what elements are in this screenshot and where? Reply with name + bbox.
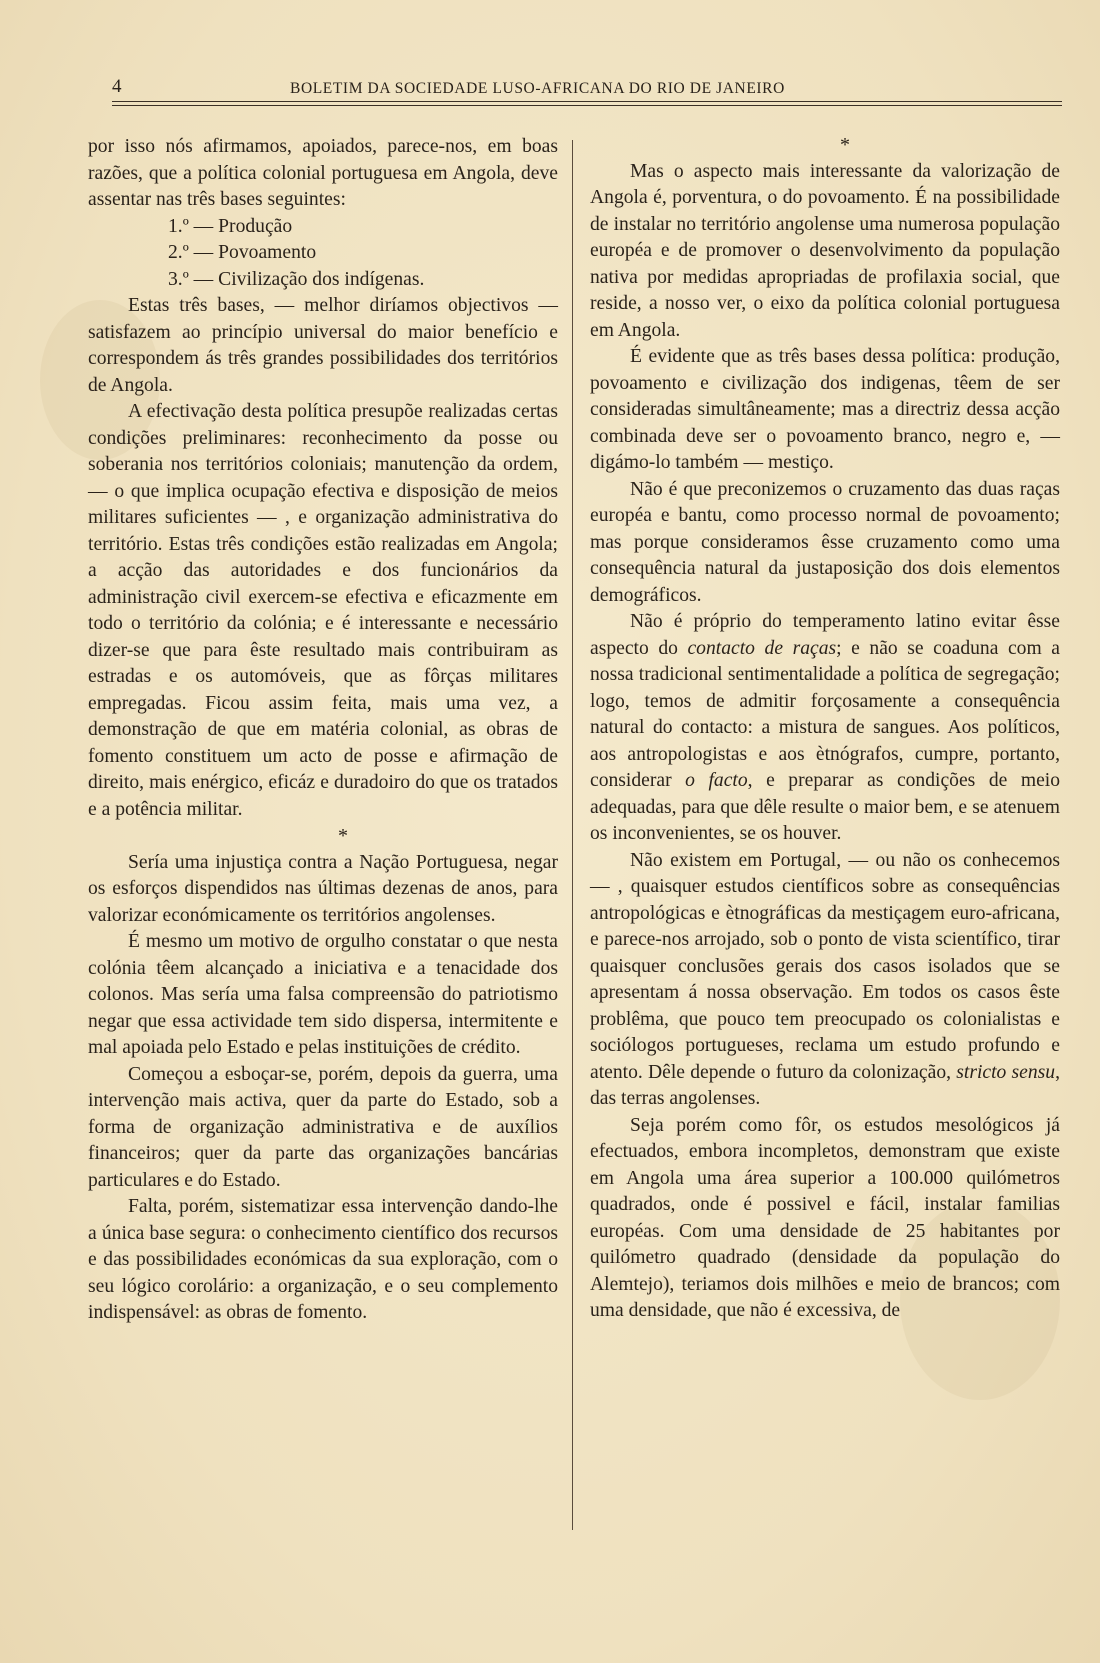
text-run: , das terras angolenses. [590,1061,1060,1109]
text-run: Não existem em Portugal, — ou não os conhecemos — , quaisquer estudos científicos sobre as consequências antropológicas e ètnográficas da mestiçagem euro-africana, e parece-nos arrojado, sob o ponto de vista scientífico, tirar quaisquer conclusões gerais dos casos isolados que se apresentam á nossa observação. Em todos os casos êste problêma, que pouco tem preocupado os colonialistas e sociólogos portugueses, reclama um estudo profundo e atento. Dêle depende o futuro da colonização, [590,849,1060,1083]
paragraph: Falta, porém, sistematizar essa intervenção dando-lhe a única base segura: o conhecimento científico dos recursos e das possibilidades económicas da sua exploração, com o seu lógico corolário: a organização, e o seu complemento indispensável: as obras de fomento. [88,1196,558,1323]
text-run: ; e não se coaduna com a nossa tradicional sentimentalidade a política de segregação; logo, temos de admitir forçosamente a consequência natural do contacto: a mistura de sangues. Aos políticos, aos antropologistas e aos ètnógrafos, cumpre, portanto, considerar [590,637,1060,791]
header-rule [112,105,1062,106]
paragraph [590,609,1060,848]
paragraph: Estas três bases, — melhor diríamos objectivos — satisfazem ao princípio universal do maior benefício e correspondem ás três grandes possibilidades dos territórios de Angola. [88,295,558,396]
italic-phrase: contacto de raças [687,637,837,659]
paragraph: Não é que preconizemos o cruzamento das duas raças européa e bantu, como processo normal de povoamento; mas porque consideramos êsse cruzamento como uma consequência natural da justaposição dos dois elementos demográficos. [590,478,1060,606]
paragraph: Mas o aspecto mais interessante da valorização de Angola é, porventura, o do povoamento. É na possibilidade de instalar no território angolense uma numerosa população européa e de promover o desenvolvimento da população nativa por medidas apropriadas de profilaxia social, que reside, a nosso ver, o eixo da política colonial portuguesa em Angola. [590,160,1060,341]
paragraph: A efectivação desta política presupõe realizadas certas condições preliminares: reconhecimento da posse ou soberania nos territórios coloniais; manutenção da ordem, — o que implica ocupação efectiva e disposição de meios militares suficientes — , e organização administrativa do território. Estas três condições estão realizadas em Angola; a acção das autoridades e dos funcionários da administração civil exercem-se efectiva e eficazmente em todo o território da colónia; e é interessante e necessário dizer-se que para êste resultado mais contribuiram as estradas e os automóveis, que as fôrças militares empregadas. Ficou assim feita, mais uma vez, a demonstração de que em matéria colonial, as obras de fomento constituem um acto de posse e afirmação de direito, mais enérgico, eficáz e duradoiro do que os tratados e a potência militar. [88,401,558,820]
text-run: Não é próprio do temperamento latino evitar êsse aspecto do [590,611,1060,659]
paragraph: É mesmo um motivo de orgulho constatar o que nesta colónia têem alcançado a iniciativa e a tenacidade dos colonos. Mas sería uma falsa compreensão do patriotismo negar que essa actividade tem sido dispersa, intermitente e mal apoiada pelo Estado e pelas instituições de crédito. [88,931,558,1058]
text-run: , e preparar as condições de meio adequadas, para que dêle resulte o maior bem, e se atenuem os inconvenientes, se os houver. [590,770,1061,844]
list-item: 2.º — Povoamento [168,242,317,263]
italic-phrase: stricto sensu [956,1061,1056,1083]
paragraph: Seja porém como fôr, os estudos mesológicos já efectuados, embora incompletos, demonstram que existe em Angola uma área superior a 100.000 quilómetros quadrados, onde é possivel e fácil, instalar familias européas. Com uma densidade de 25 habitantes por quilómetro quadrado (densidade da população do Alemtejo), teriamos dois milhões e meio de brancos; com uma densidade, que não é excessiva, de [590,1114,1060,1321]
paragraph: Sería uma injustiça contra a Nação Portuguesa, negar os esforços dispendidos nas últimas dezenas de anos, para valorizar económicamente os territórios angolenses. [88,851,558,926]
right-column [590,132,1060,1325]
paragraph: É evidente que as três bases dessa política: produção, povoamento e civilização dos indigenas, têem de ser consideradas simultâneamente; mas a directriz dessa acção combinada deve ser o povoamento branco, negro e, — digámo-lo também — mestiço. [590,346,1060,473]
list-item: 3.º — Civilização dos indígenas. [168,268,425,290]
italic-phrase: o facto [685,770,748,791]
header-rule [112,101,1062,102]
running-head: BOLETIM DA SOCIEDADE LUSO-AFRICANA DO RIO DE JANEIRO [290,80,785,97]
section-separator: * [338,825,348,847]
paragraph: Começou a esboçar-se, porém, depois da guerra, uma intervenção mais activa, quer da parte do Estado, sob a forma de organização administrativa e de auxílios financeiros; quer da parte das organizações bancárias particulares e do Estado. [88,1063,558,1191]
list-item: 1.º — Produção [168,215,293,237]
left-column [88,134,558,1327]
column-divider [572,140,573,1530]
section-separator: * [840,134,850,156]
paragraph [590,848,1060,1113]
page-number: 4 [112,76,122,97]
paragraph: por isso nós afirmamos, apoiados, parece-nos, em boas razões, que a política colonial portuguesa em Angola, deve assentar nas três bases seguintes: [88,136,558,210]
